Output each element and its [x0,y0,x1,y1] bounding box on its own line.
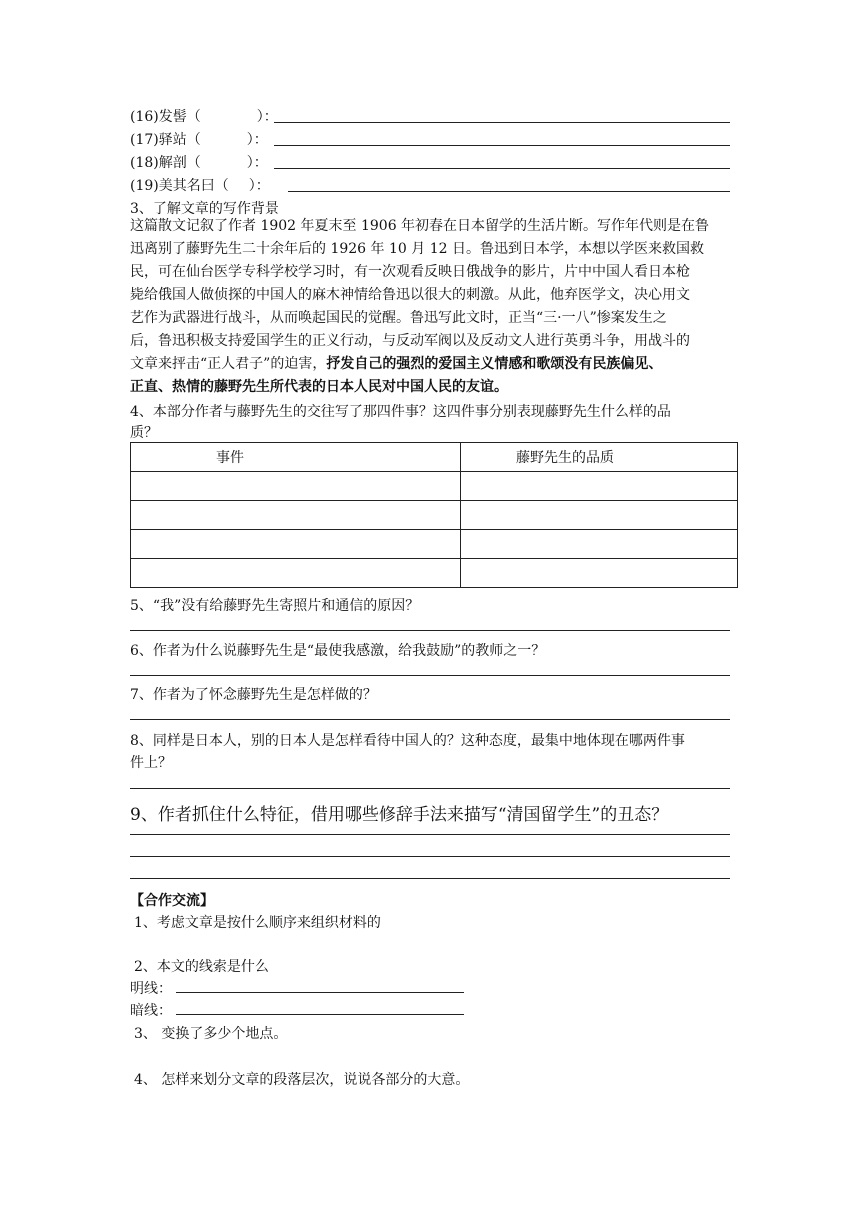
vocab-item-16 [130,106,278,126]
paragraph-line: 这篇散文记叙了作者 1902 年夏末至 1906 年初春在日本留学的生活片断。写作年代则是在鲁 [130,218,710,234]
vocab-label: (16)发髻（ [130,109,201,125]
vocab-label: (19)美其名曰（ [130,178,229,194]
answer-line[interactable] [130,834,730,835]
table-row [131,472,738,501]
paragraph-line: 艺作为武器进行战斗，从而唤起国民的觉醒。鲁迅写此文时，正当“三·一八”惨案发生之 [130,310,667,326]
answer-line[interactable] [176,1014,464,1015]
vocab-item-17 [130,129,268,149]
question-8-line1: 8、同样是日本人，别的日本人是怎样看待中国人的？这种态度，最集中地体现在哪两件事 [130,733,685,749]
answer-line[interactable] [130,788,730,789]
vocab-item-18 [130,152,268,172]
question-4-line2: 质？ [130,425,158,441]
vocab-tail: ）： [246,155,268,171]
vocab-item-19 [130,175,270,195]
answer-line[interactable] [274,145,730,146]
coop-item-2: 2、本文的线索是什么 [134,959,269,975]
answer-line[interactable] [130,630,730,631]
question-6: 6、作者为什么说藤野先生是“最使我感激，给我鼓励”的教师之一？ [130,643,546,659]
paragraph-line: 后，鲁迅积极支持爱国学生的正义行动，与反动军阀以及反动文人进行英勇斗争，用战斗的 [130,333,690,349]
vocab-label: (18)解剖（ [130,155,201,171]
coop-item-3: 3、 变换了多少个地点。 [134,1026,288,1042]
question-5: 5、“我”没有给藤野先生寄照片和通信的原因？ [130,598,420,614]
answer-line[interactable] [130,856,730,857]
question-9: 9、作者抓住什么特征，借用哪些修辞手法来描写“清国留学生”的丑态？ [130,805,669,825]
table-cell[interactable] [131,472,461,501]
answer-line[interactable] [130,878,730,879]
vocab-tail: ）： [248,178,270,194]
background-paragraph [130,215,740,399]
coop-item-4: 4、 怎样来划分文章的段落层次，说说各部分的大意。 [134,1072,470,1088]
paragraph-line: 民，可在仙台医学专科学校学习时，有一次观看反映日俄战争的影片，片中中国人看日本枪 [130,264,690,280]
vocab-label: (17)驿站（ [130,132,201,148]
table-header-event: 事件 [131,443,461,472]
table-cell[interactable] [461,501,738,530]
section-heading: 3、了解文章的写作背景 [130,201,279,217]
question-4-line1: 4、本部分作者与藤野先生的交往写了那四件事？这四件事分别表现藤野先生什么样的品 [130,404,671,420]
vocab-tail: ）： [246,132,268,148]
table-row [131,501,738,530]
table-cell[interactable] [461,472,738,501]
table-header-quality: 藤野先生的品质 [461,443,738,472]
emphasis-line: 正直、热情的藤野先生所代表的日本人民对中国人民的友谊。 [130,379,508,395]
table-cell[interactable] [131,530,461,559]
paragraph-line: 迅离别了藤野先生二十余年后的 1926 年 10 月 12 日。鲁迅到日本学，本想以学医来救国救 [130,241,704,257]
answer-line[interactable] [288,191,730,192]
table-cell[interactable] [461,530,738,559]
answer-line[interactable] [130,719,730,720]
paragraph-line: 毙给俄国人做侦探的中国人的麻木神情给鲁迅以很大的刺激。从此，他弃医学文，决心用文 [130,287,690,303]
emphasis-text: 抒发自己的强烈的爱国主义情感和歌颂没有民族偏见、 [326,356,663,372]
paragraph-line [130,353,740,376]
question-8-line2: 件上？ [130,755,172,771]
vocab-tail: ）： [256,109,278,125]
question-7: 7、作者为了怀念藤野先生是怎样做的？ [130,687,377,703]
table-cell[interactable] [131,559,461,588]
event-quality-table [130,442,738,588]
clue-label-implicit: 暗线： [130,1003,172,1019]
table-header-row [131,443,738,472]
clue-label-explicit: 明线： [130,981,172,997]
table-cell[interactable] [131,501,461,530]
table-row [131,530,738,559]
paragraph-text: 文章来抨击“正人君子”的迫害， [130,356,327,372]
answer-line[interactable] [274,122,730,123]
answer-line[interactable] [130,675,730,676]
answer-line[interactable] [274,168,730,169]
table-cell[interactable] [461,559,738,588]
coop-item-1: 1、考虑文章是按什么顺序来组织材料的 [134,915,381,931]
answer-line[interactable] [176,992,464,993]
coop-heading: 【合作交流】 [130,893,214,909]
table-row [131,559,738,588]
